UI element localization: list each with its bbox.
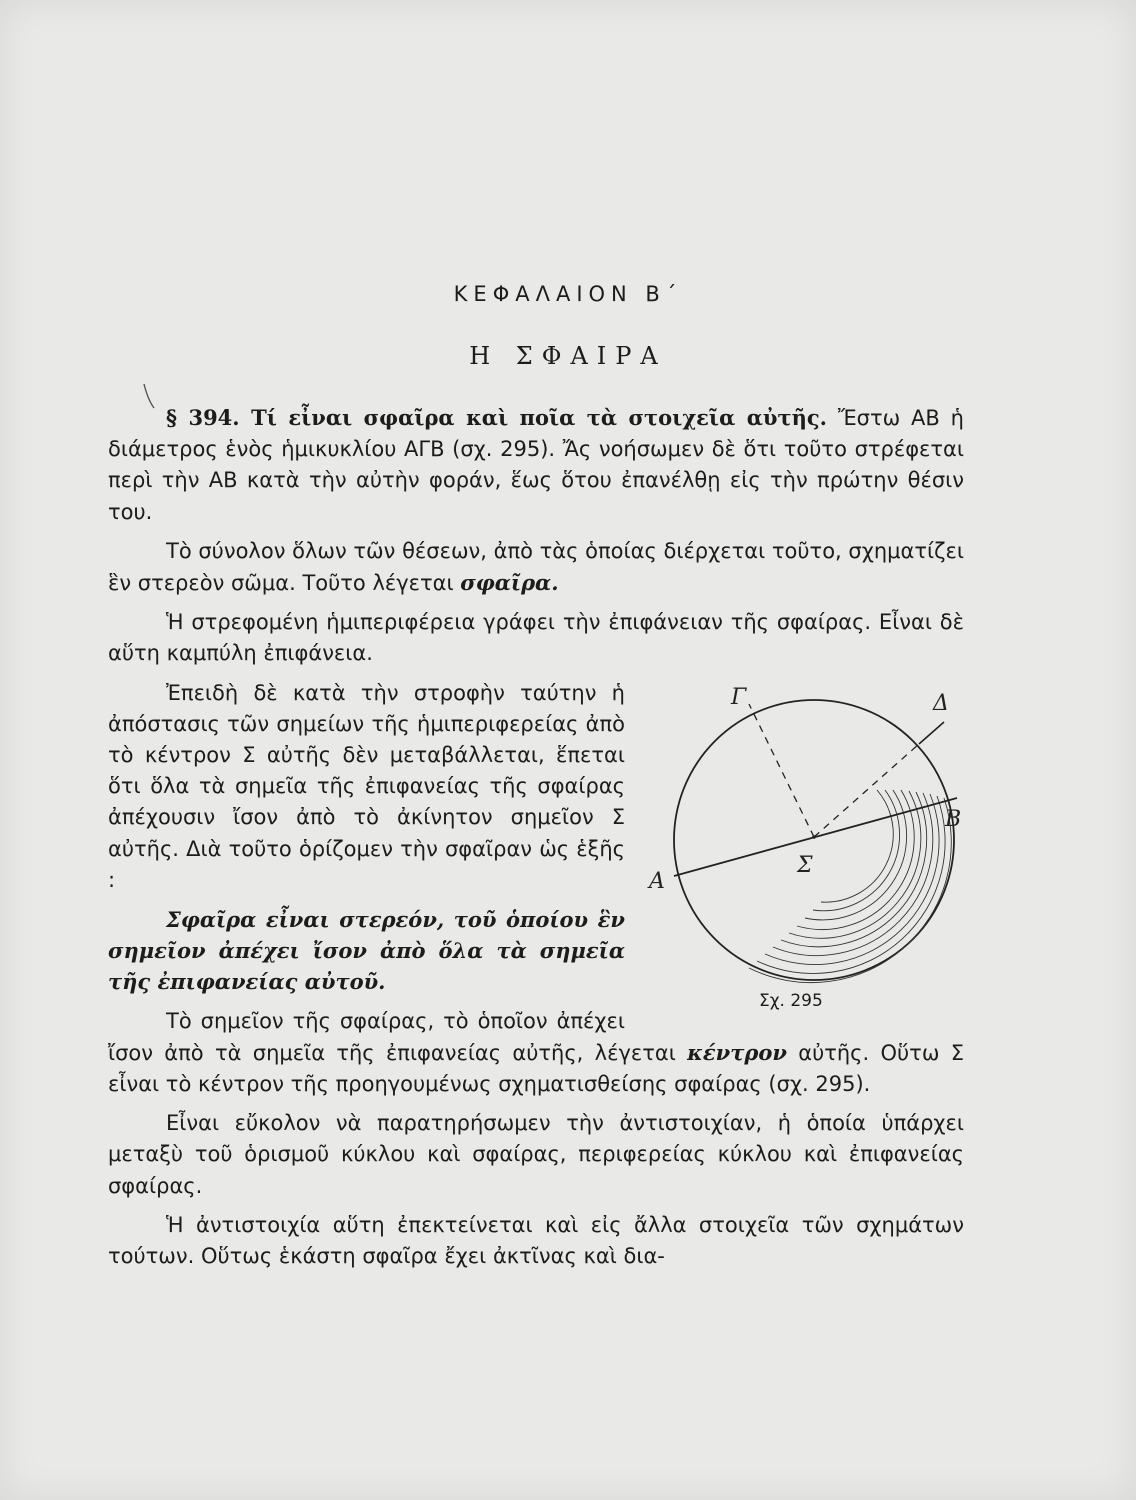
term-center: κέντρον: [687, 1039, 787, 1065]
radius-to-gamma: [749, 704, 814, 837]
section-title: Η ΣΦΑΙΡΑ: [469, 342, 667, 370]
line-to-delta: [919, 722, 944, 744]
paragraph-2-body: Τὸ σύνολον ὅλων τῶν θέσεων, ἀπὸ τὰς ὁποίας διέρχεται τοῦτο, σχηματίζει ἓν στερεὸν σῶμα. Τοῦτο λέγεται: [108, 538, 964, 596]
paragraph-6-body: Τὸ σημεῖον τῆς σφαίρας, τὸ ὁποῖον ἀπέχει ἴσον ἀπὸ τὰ σημεῖα τῆς ἐπιφανείας αὐτῆς, λέγεται: [108, 1008, 676, 1065]
label-gamma: Γ: [731, 684, 747, 710]
sphere-shading: [749, 790, 951, 983]
label-b: Β: [945, 806, 962, 832]
paragraph-1-body: Ἔστω ΑΒ ἡ διάμετρος ἑνὸς ἡμικυκλίου ΑΓΒ (σχ. 295). Ἄς νοήσωμεν δὲ ὅτι τοῦτο στρέφεται περὶ τὴν ΑΒ κατὰ τὴν αὐτὴν φοράν, ἕως ὅτου ἐπανέλθῃ εἰς τὴν πρώτην θέσιν του.: [108, 406, 964, 524]
label-a: Α: [649, 868, 665, 894]
figure-295: [639, 678, 964, 1023]
paragraph-1: [108, 402, 964, 528]
paragraph-2: [108, 536, 964, 599]
sphere-diagram: [639, 678, 964, 1023]
chapter-heading: ΚΕΦΑΛΑΙΟΝ Β΄: [453, 282, 683, 306]
label-delta: Δ: [933, 690, 949, 716]
sphere-definition: Σφαῖρα εἶναι στερεόν, τοῦ ὁποίου ἓν σημεῖον ἀπέχει ἴσον ἀπὸ ὅλα τὰ σημεῖα τῆς ἐπιφανείας αὐτοῦ.: [108, 907, 625, 995]
body-text: [108, 402, 964, 1280]
paragraph-8: Ἡ ἀντιστοιχία αὕτη ἐπεκτείνεται καὶ εἰς ἄλλα στοιχεῖα τῶν σχημάτων τούτων. Οὕτως ἑκάστη σφαῖρα ἔχει ἀκτῖνας καὶ δια-: [108, 1212, 964, 1269]
label-sigma: Σ: [797, 852, 813, 878]
paragraph-heading: § 394. Τί εἶναι σφαῖρα καὶ ποῖα τὰ στοιχεῖα αὐτῆς.: [166, 405, 827, 430]
paragraph-7: Εἶναι εὔκολον νὰ παρατηρήσωμεν τὴν ἀντιστοιχίαν, ἡ ὁποία ὑπάρχει μεταξὺ τοῦ ὁρισμοῦ κύκλου καὶ σφαίρας, περιφερείας κύκλου καὶ ἐπιφανείας σφαίρας.: [108, 1111, 964, 1198]
paragraph-4: Ἐπειδὴ δὲ κατὰ τὴν στροφὴν ταύτην ἡ ἀπόστασις τῶν σημείων τῆς ἡμιπεριφερείας ἀπὸ τὸ κέντρον Σ αὐτῆς δὲν μεταβάλλεται, ἕπεται ὅτι ὅλα τὰ σημεῖα τῆς ἐπιφανείας τῆς σφαίρας ἀπέχουσιν ἴσον ἀπὸ τὸ ἀκίνητον σημεῖον Σ αὐτῆς. Διὰ τοῦτο ὁρίζομεν τὴν σφαῖραν ὡς ἑξῆς :: [108, 680, 625, 892]
paragraph-3: Ἡ στρεφομένη ἡμιπεριφέρεια γράφει τὴν ἐπιφάνειαν τῆς σφαίρας. Εἶναι δὲ αὕτη καμπύλη ἐπιφάνεια.: [108, 610, 964, 666]
term-sphere: σφαῖρα.: [460, 570, 559, 596]
figure-caption: Σχ. 295: [759, 990, 823, 1011]
paragraph-6-tail: αὐτῆς. Οὕτω Σ εἶναι τὸ κέντρον τῆς προηγουμένως σχηματισθείσης σφαίρας (σχ. 295).: [108, 1040, 964, 1097]
